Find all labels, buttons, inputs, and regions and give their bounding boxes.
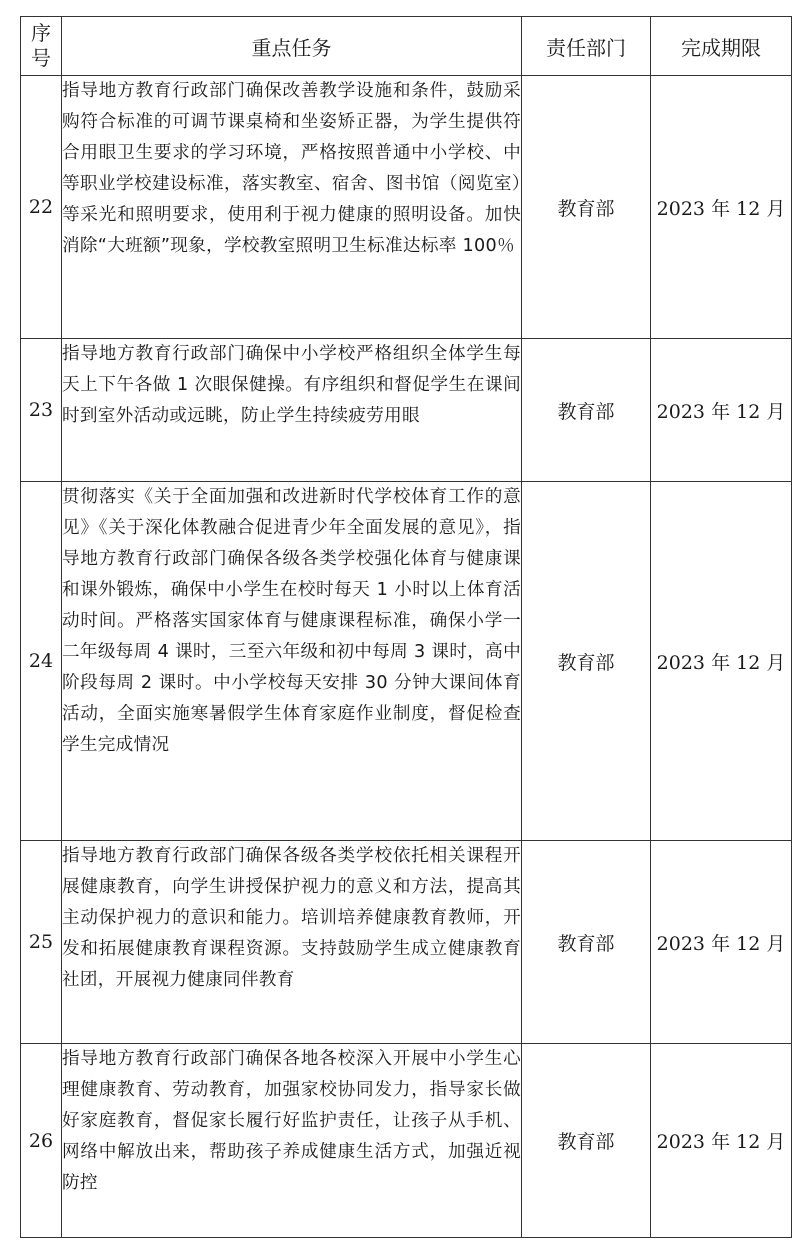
row-task: 指导地方教育行政部门确保中小学校严格组织全体学生每天上下午各做 1 次眼保健操。有序组织和督促学生在课间时到室外活动或远眺，防止学生持续疲劳用眼 — [62, 339, 522, 482]
row-department: 教育部 — [522, 76, 651, 339]
table-header-row — [21, 17, 792, 76]
row-department: 教育部 — [522, 339, 651, 482]
row-deadline: 2023 年 12 月 — [651, 76, 792, 339]
table-row — [21, 1044, 792, 1238]
row-number: 22 — [21, 76, 62, 339]
header-number-line2: 号 — [31, 46, 51, 70]
row-deadline: 2023 年 12 月 — [651, 841, 792, 1044]
row-number: 26 — [21, 1044, 62, 1238]
header-task: 重点任务 — [62, 17, 522, 76]
row-number: 25 — [21, 841, 62, 1044]
row-deadline: 2023 年 12 月 — [651, 1044, 792, 1238]
row-task: 贯彻落实《关于全面加强和改进新时代学校体育工作的意见》《关于深化体教融合促进青少年全面发展的意见》，指导地方教育行政部门确保各级各类学校强化体育与健康课和课外锻炼，确保中小学生在校时每天 1 小时以上体育活动时间。严格落实国家体育与健康课程标准，确保小学一二年级每周 4 课时，三至六年级和初中每周 3 课时，高中阶段每周 2 课时。中小学校每天安排 30 分钟大课间体育活动，全面实施寒暑假学生体育家庭作业制度，督促检查学生完成情况 — [62, 482, 522, 841]
header-number-line1: 序 — [31, 21, 51, 45]
row-number: 24 — [21, 482, 62, 841]
row-deadline: 2023 年 12 月 — [651, 482, 792, 841]
header-deadline: 完成期限 — [651, 17, 792, 76]
row-task: 指导地方教育行政部门确保各地各校深入开展中小学生心理健康教育、劳动教育，加强家校协同发力，指导家长做好家庭教育，督促家长履行好监护责任，让孩子从手机、网络中解放出来，帮助孩子养成健康生活方式，加强近视防控 — [62, 1044, 522, 1238]
task-table — [20, 16, 792, 1238]
row-department: 教育部 — [522, 482, 651, 841]
row-number: 23 — [21, 339, 62, 482]
row-task: 指导地方教育行政部门确保改善教学设施和条件，鼓励采购符合标准的可调节课桌椅和坐姿矫正器，为学生提供符合用眼卫生要求的学习环境，严格按照普通中小学校、中等职业学校建设标准，落实教室、宿舍、图书馆（阅览室）等采光和照明要求，使用利于视力健康的照明设备。加快消除“大班额”现象，学校教室照明卫生标准达标率 100％ — [62, 76, 522, 339]
row-department: 教育部 — [522, 1044, 651, 1238]
row-deadline: 2023 年 12 月 — [651, 339, 792, 482]
table-row — [21, 339, 792, 482]
table-row — [21, 482, 792, 841]
row-task: 指导地方教育行政部门确保各级各类学校依托相关课程开展健康教育，向学生讲授保护视力的意义和方法，提高其主动保护视力的意识和能力。培训培养健康教育教师，开发和拓展健康教育课程资源。支持鼓励学生成立健康教育社团，开展视力健康同伴教育 — [62, 841, 522, 1044]
table-row — [21, 76, 792, 339]
header-department: 责任部门 — [522, 17, 651, 76]
table-row — [21, 841, 792, 1044]
header-number — [21, 17, 62, 76]
row-department: 教育部 — [522, 841, 651, 1044]
